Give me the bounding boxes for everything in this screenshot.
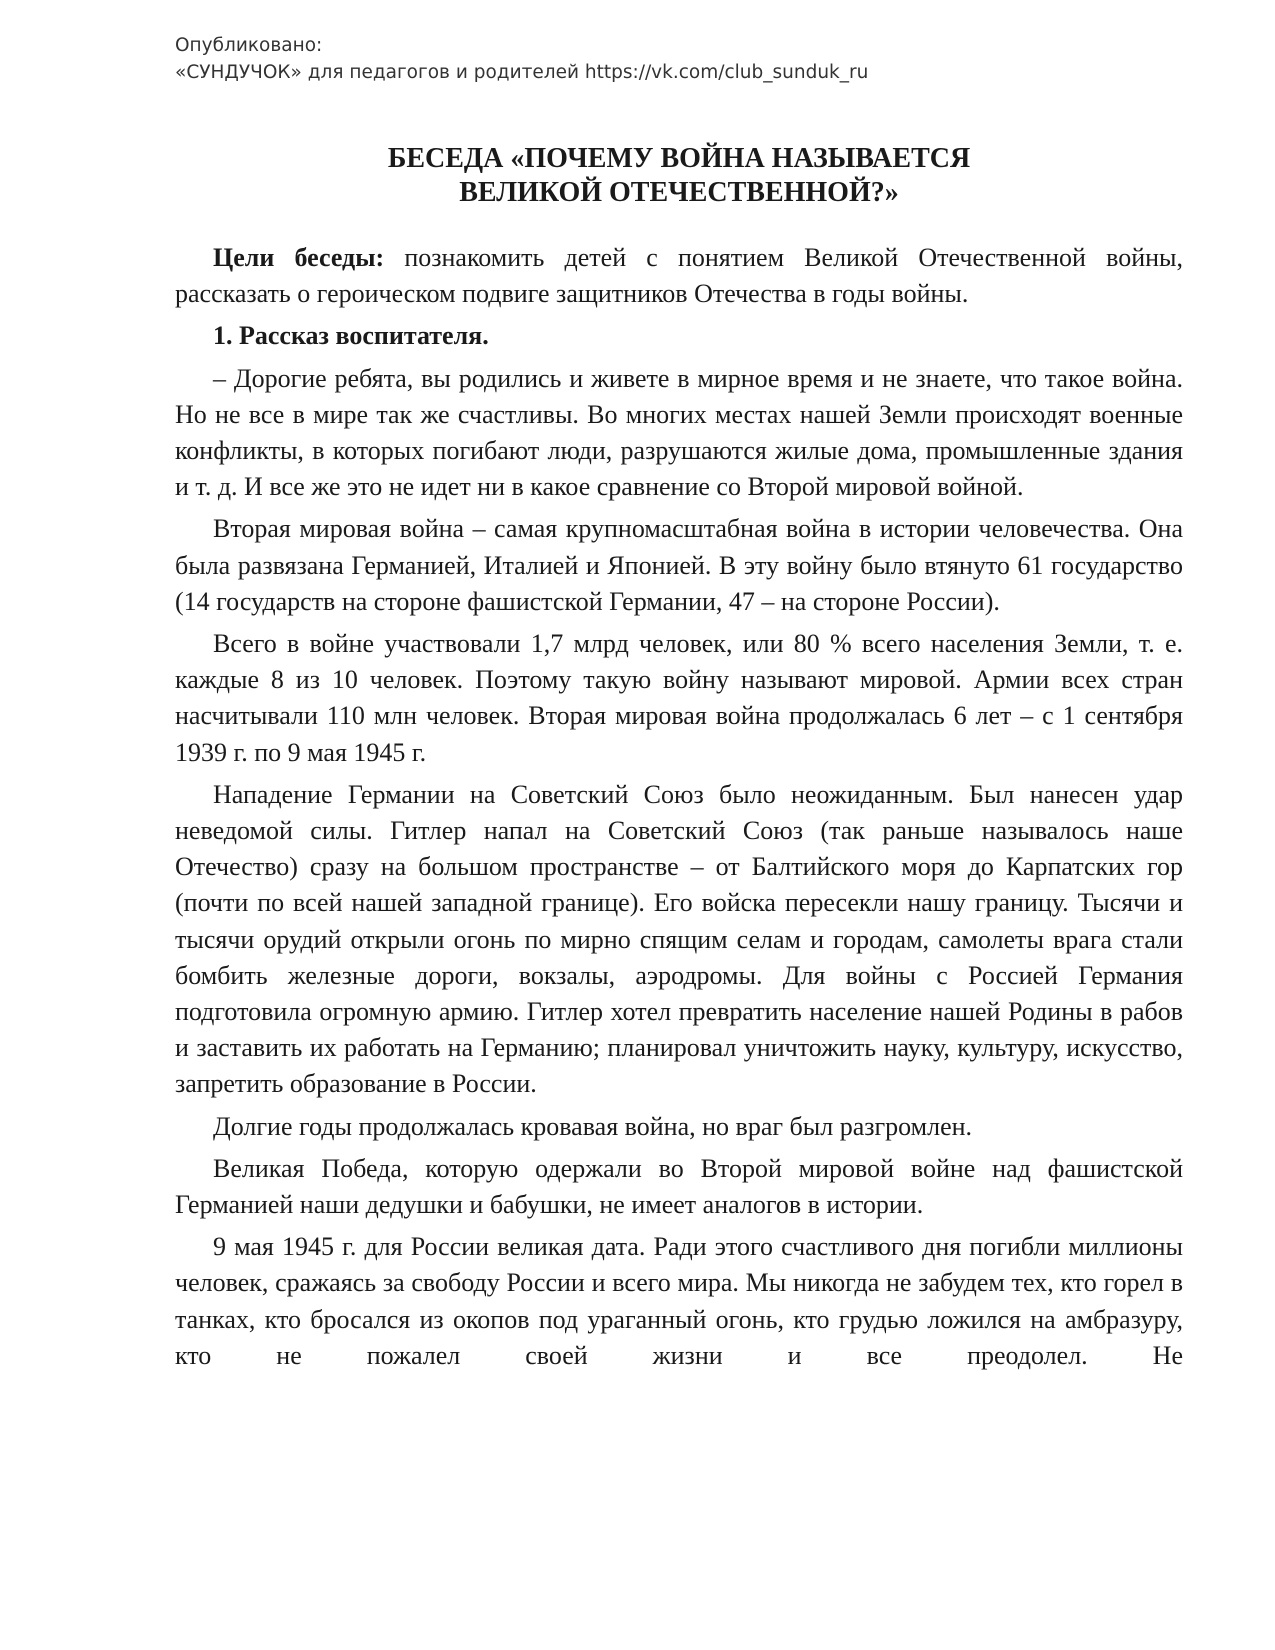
publication-header [175, 32, 1075, 86]
header-published-label: Опубликовано: [175, 35, 323, 56]
document-body [175, 240, 1183, 1380]
paragraph-5: Долгие годы продолжалась кровавая война, но враг был разгромлен. [213, 1111, 973, 1141]
goals-paragraph [175, 240, 1183, 312]
paragraph-2: Вторая мировая война – самая крупномасштабная война в истории человечества. Она была развязана Германией, Италией и Японией. В эту войну было втянуто 61 государство (14 государств на стороне фашистской Германии, 47 – на стороне России). [175, 514, 1183, 616]
section-heading: 1. Рассказ воспитателя. [213, 321, 489, 351]
paragraph-6: Великая Победа, которую одержали во Второй мировой войне над фашистской Германией наши дедушки и бабушки, не имеет аналогов в истории. [175, 1153, 1183, 1220]
paragraph-3: Всего в войне участвовали 1,7 млрд человек, или 80 % всего населения Земли, т. е. каждые 8 из 10 человек. Поэтому такую войну называют мировой. Армии всех стран насчитывали 110 млн человек. Вторая мировая война продолжалась 6 лет – с 1 сентября 1939 г. по 9 мая 1945 г. [175, 629, 1183, 767]
goals-text: познакомить детей с понятием Великой Отечественной войны, рассказать о героическом подвиге защитников Отечества в годы войны. [175, 243, 1183, 309]
goals-label: Цели беседы: [213, 243, 385, 272]
header-source-line: «СУНДУЧОК» для педагогов и родителей https://vk.com/club_sunduk_ru [175, 62, 869, 83]
paragraph-1: – Дорогие ребята, вы родились и живете в мирное время и не знаете, что такое война. Но не все в мире так же счастливы. Во многих местах нашей Земли происходят военные конфликты, в которых погибают люди, разрушаются жилые дома, промышленные здания и т. д. И все же это не идет ни в какое сравнение со Второй мировой войной. [175, 363, 1183, 502]
document-title [175, 142, 1183, 210]
paragraph-4: Нападение Германии на Советский Союз было неожиданным. Был нанесен удар неведомой силы. Гитлер напал на Советский Союз (так раньше называлось наше Отечество) сразу на большом пространстве – от Балтийского моря до Карпатских гор (почти по всей нашей западной границе). Его войска пересекли нашу границу. Тысячи и тысячи орудий открыли огонь по мирно спящим селам и городам, самолеты врага стали бомбить железные дороги, вокзалы, аэродромы. Для войны с Россией Германия подготовила огромную армию. Гитлер хотел превратить население нашей Родины в рабов и заставить их работать на Германию; планировал уничтожить науку, культуру, искусство, запретить образование в России. [175, 779, 1183, 1099]
paragraph-7: 9 мая 1945 г. для России великая дата. Ради этого счастливого дня погибли миллионы человек, сражаясь за свободу России и всего мира. Мы никогда не забудем тех, кто горел в танках, кто бросался из окопов под ураганный огонь, кто грудью ложился на амбразуру, кто не пожалел своей жизни и все преодолел. Не [175, 1232, 1183, 1370]
title-line-1: БЕСЕДА «ПОЧЕМУ ВОЙНА НАЗЫВАЕТСЯ [387, 143, 971, 174]
title-line-2: ВЕЛИКОЙ ОТЕЧЕСТВЕННОЙ?» [459, 177, 899, 208]
